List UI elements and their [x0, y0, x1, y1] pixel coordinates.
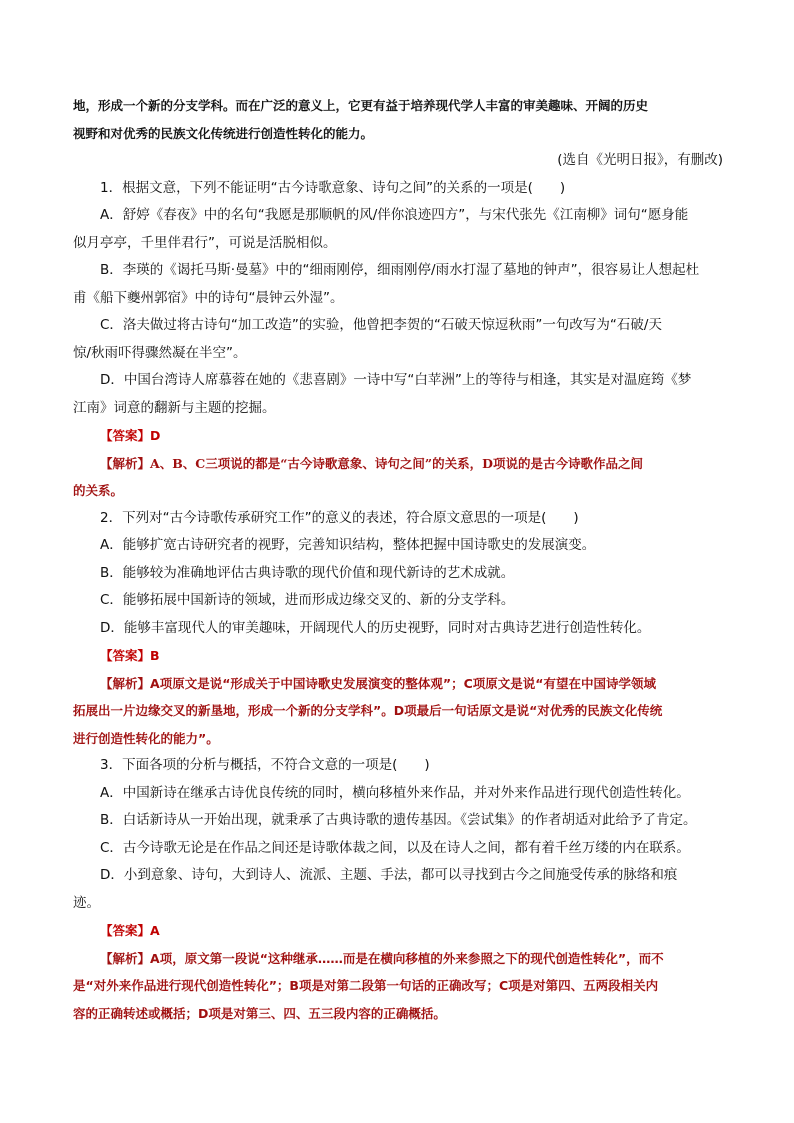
question-3-stem: 3．下面各项的分析与概括，不符合文意的一项是( ) — [100, 757, 430, 773]
question-2-answer: 【答案】B — [100, 648, 160, 663]
question-3-option-c: C．古今诗歌无论是在作品之间还是诗歌体裁之间，以及在诗人之间，都有着千丝万缕的内在联系。 — [100, 839, 690, 856]
question-1-stem: 1．根据文意，下列不能证明“古今诗歌意象、诗句之间”的关系的一项是( ) — [100, 179, 566, 196]
question-1-explanation: 【解析】A、B、C三项说的都是“古今诗歌意象、诗句之间”的关系，D项说的是古今诗歌作品之间 — [100, 455, 643, 471]
question-3-explanation-cont: 是“对外来作品进行现代创造性转化”；B项是对第二段第一句话的正确改写；C项是对第四、五两段相关内 — [73, 978, 659, 993]
question-3-explanation-cont: 容的正确转述或概括；D项是对第三、四、五三段内容的正确概括。 — [73, 1005, 446, 1021]
question-1-answer: 【答案】D — [100, 428, 161, 443]
question-1-option-d: D．中国台湾诗人席慕蓉在她的《悲喜剧》一诗中写“白苹洲”上的等待与相逢，其实是对温庭筠《梦 — [100, 372, 692, 388]
question-2-option-d: D．能够丰富现代人的审美趣味，开阔现代人的历史视野，同时对古典诗艺进行创造性转化。 — [100, 619, 651, 636]
question-1-explanation-cont: 的关系。 — [73, 483, 124, 498]
question-1-option-d-cont: 江南》词意的翻新与主题的挖掘。 — [73, 399, 276, 416]
question-2-explanation-cont: 进行创造性转化的能力”。 — [73, 730, 219, 746]
question-3-option-a: A．中国新诗在继承古诗优良传统的同时，横向移植外来作品，并对外来作品进行现代创造性转化。 — [100, 784, 690, 801]
question-2-option-b: B．能够较为准确地评估古典诗歌的现代价值和现代新诗的艺术成就。 — [100, 564, 515, 581]
question-1-option-b: B．李瑛的《谒托马斯·曼墓》中的“细雨刚停，细雨刚停/雨水打湿了墓地的钟声”，很容易让人想起杜 — [100, 262, 700, 278]
question-1-option-b-cont: 甫《船下夔州郭宿》中的诗句“晨钟云外湿”。 — [73, 289, 344, 306]
document-page — [73, 92, 723, 1027]
question-1-option-a: A．舒婷《春夜》中的名句“我愿是那顺帆的风/伴你浪迹四方”，与宋代张先《江南柳》词句“愿身能 — [100, 207, 689, 223]
question-2-stem: 2．下列对“古今诗歌传承研究工作”的意义的表述，符合原文意思的一项是( ) — [100, 509, 579, 526]
intro-line: 视野和对优秀的民族文化传统进行创造性转化的能力。 — [73, 125, 374, 141]
question-3-explanation: 【解析】A项，原文第一段说“这种继承……而是在横向移植的外来参照之下的现代创造性转化”，而不 — [100, 950, 664, 966]
question-3-option-d: D．小到意象、诗句，大到诗人、流派、主题、手法，都可以寻找到古今之间施受传承的脉络和痕 — [100, 867, 678, 883]
question-3-answer: 【答案】A — [100, 923, 160, 938]
question-2-option-c: C．能够拓展中国新诗的领域，进而形成边缘交叉的、新的分支学科。 — [100, 592, 515, 608]
question-1-option-c: C．洛夫做过将古诗句“加工改造”的实验，他曾把李贺的“石破天惊逗秋雨”一句改写为“石破/天 — [100, 317, 662, 333]
question-1-option-a-cont: 似月亭亭，千里伴君行”，可说是活脱相似。 — [73, 234, 337, 251]
intro-line: 地，形成一个新的分支学科。而在广泛的意义上，它更有益于培养现代学人丰富的审美趣味、开阔的历史 — [73, 98, 649, 113]
question-2-explanation: 【解析】A项原文是说“形成关于中国诗歌史发展演变的整体观”；C项原文是说“有望在中国诗学领域 — [100, 675, 657, 691]
question-2-option-a: A．能够扩宽古诗研究者的视野，完善知识结构，整体把握中国诗歌史的发展演变。 — [100, 537, 596, 553]
question-3-option-b: B．白话新诗从一开始出现，就秉承了古典诗歌的遗传基因。《尝试集》的作者胡适对此给予了肯定。 — [100, 812, 697, 828]
question-3-option-d-cont: 迹。 — [73, 894, 100, 911]
question-2-explanation-cont: 拓展出一片边缘交叉的新垦地，形成一个新的分支学科”。D项最后一句话原文是说“对优秀的民族文化传统 — [73, 703, 663, 718]
source-citation: (选自《光明日报》，有删改) — [557, 152, 723, 168]
question-1-option-c-cont: 惊/秋雨吓得骤然凝在半空”。 — [73, 344, 247, 361]
